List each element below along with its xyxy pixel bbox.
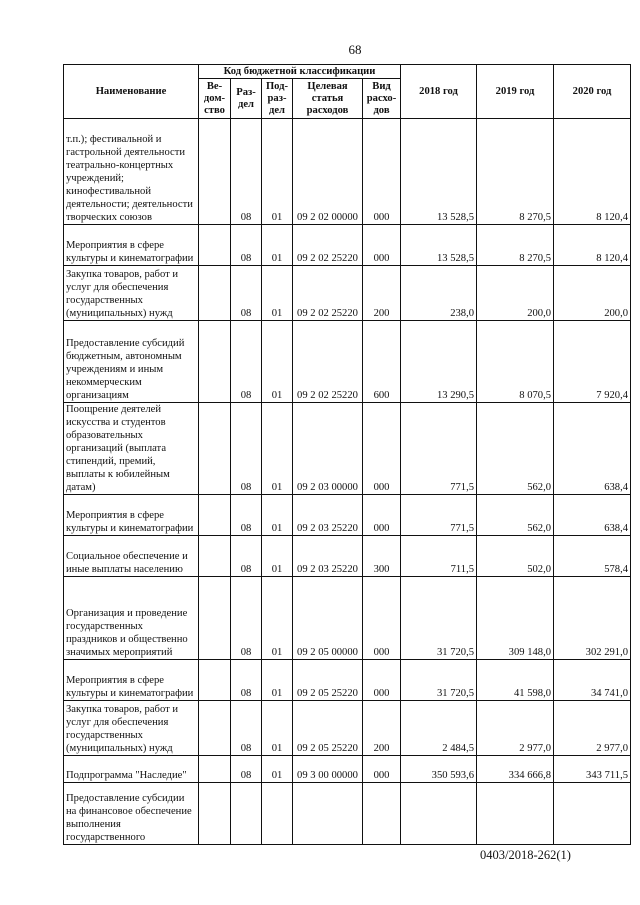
header-2019: 2019 год xyxy=(477,65,554,119)
row-name: Мероприятия в сфере культуры и кинематографии xyxy=(64,660,199,701)
row-podrazdel xyxy=(262,783,293,845)
row-2018: 13 290,5 xyxy=(401,321,477,403)
row-2020: 638,4 xyxy=(554,403,631,495)
row-podrazdel: 01 xyxy=(262,403,293,495)
row-podrazdel: 01 xyxy=(262,119,293,225)
row-target-article: 09 2 02 25220 xyxy=(293,225,363,266)
table-row xyxy=(64,701,631,756)
row-2020: 200,0 xyxy=(554,266,631,321)
row-2020: 34 741,0 xyxy=(554,660,631,701)
row-razdel: 08 xyxy=(231,577,262,660)
row-podrazdel: 01 xyxy=(262,577,293,660)
row-vedomstvo xyxy=(199,783,231,845)
row-2018 xyxy=(401,783,477,845)
row-vedomstvo xyxy=(199,536,231,577)
row-2019: 309 148,0 xyxy=(477,577,554,660)
row-target-article: 09 2 02 25220 xyxy=(293,266,363,321)
row-target-article: 09 3 00 00000 xyxy=(293,756,363,783)
row-razdel xyxy=(231,783,262,845)
row-name: Предоставление субсидий бюджетным, автономным учреждениям и иным некоммерческим организациям xyxy=(64,321,199,403)
row-target-article: 09 2 05 25220 xyxy=(293,660,363,701)
row-2020 xyxy=(554,783,631,845)
row-razdel: 08 xyxy=(231,660,262,701)
row-name: Закупка товаров, работ и услуг для обеспечения государственных (муниципальных) нужд xyxy=(64,266,199,321)
header-name: Наименование xyxy=(64,65,199,119)
row-name: т.п.); фестивальной и гастрольной деятельности театрально-концертных учреждений; кинофестивальной деятельности; деятельности творческих союзов xyxy=(64,119,199,225)
table-row xyxy=(64,403,631,495)
header-2020: 2020 год xyxy=(554,65,631,119)
row-2019: 502,0 xyxy=(477,536,554,577)
table-row xyxy=(64,536,631,577)
row-vedomstvo xyxy=(199,577,231,660)
header-razdel: Раз-дел xyxy=(231,79,262,119)
row-2020: 8 120,4 xyxy=(554,119,631,225)
row-target-article: 09 2 03 25220 xyxy=(293,536,363,577)
row-2018: 13 528,5 xyxy=(401,225,477,266)
row-name: Подпрограмма "Наследие" xyxy=(64,756,199,783)
document-code: 0403/2018-262(1) xyxy=(480,848,571,862)
row-razdel: 08 xyxy=(231,495,262,536)
row-razdel: 08 xyxy=(231,403,262,495)
row-expense-type: 000 xyxy=(363,495,401,536)
row-name: Мероприятия в сфере культуры и кинематографии xyxy=(64,225,199,266)
row-2018: 711,5 xyxy=(401,536,477,577)
row-target-article xyxy=(293,783,363,845)
row-razdel: 08 xyxy=(231,536,262,577)
row-vedomstvo xyxy=(199,660,231,701)
row-expense-type: 000 xyxy=(363,403,401,495)
row-expense-type: 000 xyxy=(363,660,401,701)
table-row xyxy=(64,266,631,321)
header-vedomstvo: Ве-дом-ство xyxy=(199,79,231,119)
row-2020: 8 120,4 xyxy=(554,225,631,266)
row-2019 xyxy=(477,783,554,845)
row-podrazdel: 01 xyxy=(262,266,293,321)
row-2018: 771,5 xyxy=(401,495,477,536)
row-target-article: 09 2 02 00000 xyxy=(293,119,363,225)
row-2019: 334 666,8 xyxy=(477,756,554,783)
row-2018: 238,0 xyxy=(401,266,477,321)
row-vedomstvo xyxy=(199,701,231,756)
page-number: 68 xyxy=(348,42,362,57)
row-2019: 8 270,5 xyxy=(477,225,554,266)
row-vedomstvo xyxy=(199,225,231,266)
row-2020: 7 920,4 xyxy=(554,321,631,403)
header-expense-type: Вид расхо-дов xyxy=(363,79,401,119)
row-vedomstvo xyxy=(199,321,231,403)
row-expense-type: 000 xyxy=(363,577,401,660)
row-2019: 8 070,5 xyxy=(477,321,554,403)
row-expense-type: 200 xyxy=(363,266,401,321)
budget-table xyxy=(63,64,631,845)
table-row xyxy=(64,577,631,660)
row-razdel: 08 xyxy=(231,756,262,783)
row-target-article: 09 2 03 25220 xyxy=(293,495,363,536)
row-expense-type: 300 xyxy=(363,536,401,577)
row-podrazdel: 01 xyxy=(262,536,293,577)
row-target-article: 09 2 03 00000 xyxy=(293,403,363,495)
row-name: Организация и проведение государственных праздников и общественно значимых мероприятий xyxy=(64,577,199,660)
row-2020: 578,4 xyxy=(554,536,631,577)
row-2020: 638,4 xyxy=(554,495,631,536)
row-2020: 302 291,0 xyxy=(554,577,631,660)
table-row xyxy=(64,756,631,783)
row-2020: 2 977,0 xyxy=(554,701,631,756)
row-razdel: 08 xyxy=(231,701,262,756)
table-row xyxy=(64,783,631,845)
row-expense-type xyxy=(363,783,401,845)
row-2018: 31 720,5 xyxy=(401,577,477,660)
row-expense-type: 200 xyxy=(363,701,401,756)
row-2019: 562,0 xyxy=(477,403,554,495)
header-target-article: Целевая статья расходов xyxy=(293,79,363,119)
row-expense-type: 000 xyxy=(363,225,401,266)
row-name: Закупка товаров, работ и услуг для обеспечения государственных (муниципальных) нужд xyxy=(64,701,199,756)
row-2020: 343 711,5 xyxy=(554,756,631,783)
header-podrazdel: Под-раз-дел xyxy=(262,79,293,119)
row-2018: 13 528,5 xyxy=(401,119,477,225)
row-2019: 2 977,0 xyxy=(477,701,554,756)
row-target-article: 09 2 05 25220 xyxy=(293,701,363,756)
header-2018: 2018 год xyxy=(401,65,477,119)
row-podrazdel: 01 xyxy=(262,225,293,266)
row-2019: 562,0 xyxy=(477,495,554,536)
row-podrazdel: 01 xyxy=(262,701,293,756)
row-2018: 31 720,5 xyxy=(401,660,477,701)
row-vedomstvo xyxy=(199,266,231,321)
row-2019: 41 598,0 xyxy=(477,660,554,701)
row-name: Поощрение деятелей искусства и студентов образовательных организаций (выплата стипендий, премий, выплаты к юбилейным датам) xyxy=(64,403,199,495)
row-expense-type: 000 xyxy=(363,756,401,783)
row-podrazdel: 01 xyxy=(262,321,293,403)
table-row xyxy=(64,119,631,225)
header-classification-group: Код бюджетной классификации xyxy=(199,65,401,79)
row-razdel: 08 xyxy=(231,225,262,266)
row-name: Мероприятия в сфере культуры и кинематографии xyxy=(64,495,199,536)
row-target-article: 09 2 05 00000 xyxy=(293,577,363,660)
row-vedomstvo xyxy=(199,119,231,225)
row-vedomstvo xyxy=(199,756,231,783)
table-row xyxy=(64,495,631,536)
table-row xyxy=(64,660,631,701)
row-2018: 2 484,5 xyxy=(401,701,477,756)
row-podrazdel: 01 xyxy=(262,756,293,783)
row-target-article: 09 2 02 25220 xyxy=(293,321,363,403)
row-name: Предоставление субсидии на финансовое обеспечение выполнения государственного xyxy=(64,783,199,845)
row-name: Социальное обеспечение и иные выплаты населению xyxy=(64,536,199,577)
table-row xyxy=(64,225,631,266)
row-vedomstvo xyxy=(199,403,231,495)
row-expense-type: 000 xyxy=(363,119,401,225)
row-2018: 350 593,6 xyxy=(401,756,477,783)
row-podrazdel: 01 xyxy=(262,660,293,701)
row-razdel: 08 xyxy=(231,266,262,321)
row-razdel: 08 xyxy=(231,119,262,225)
row-podrazdel: 01 xyxy=(262,495,293,536)
row-vedomstvo xyxy=(199,495,231,536)
row-expense-type: 600 xyxy=(363,321,401,403)
row-razdel: 08 xyxy=(231,321,262,403)
row-2019: 8 270,5 xyxy=(477,119,554,225)
row-2018: 771,5 xyxy=(401,403,477,495)
row-2019: 200,0 xyxy=(477,266,554,321)
table-row xyxy=(64,321,631,403)
